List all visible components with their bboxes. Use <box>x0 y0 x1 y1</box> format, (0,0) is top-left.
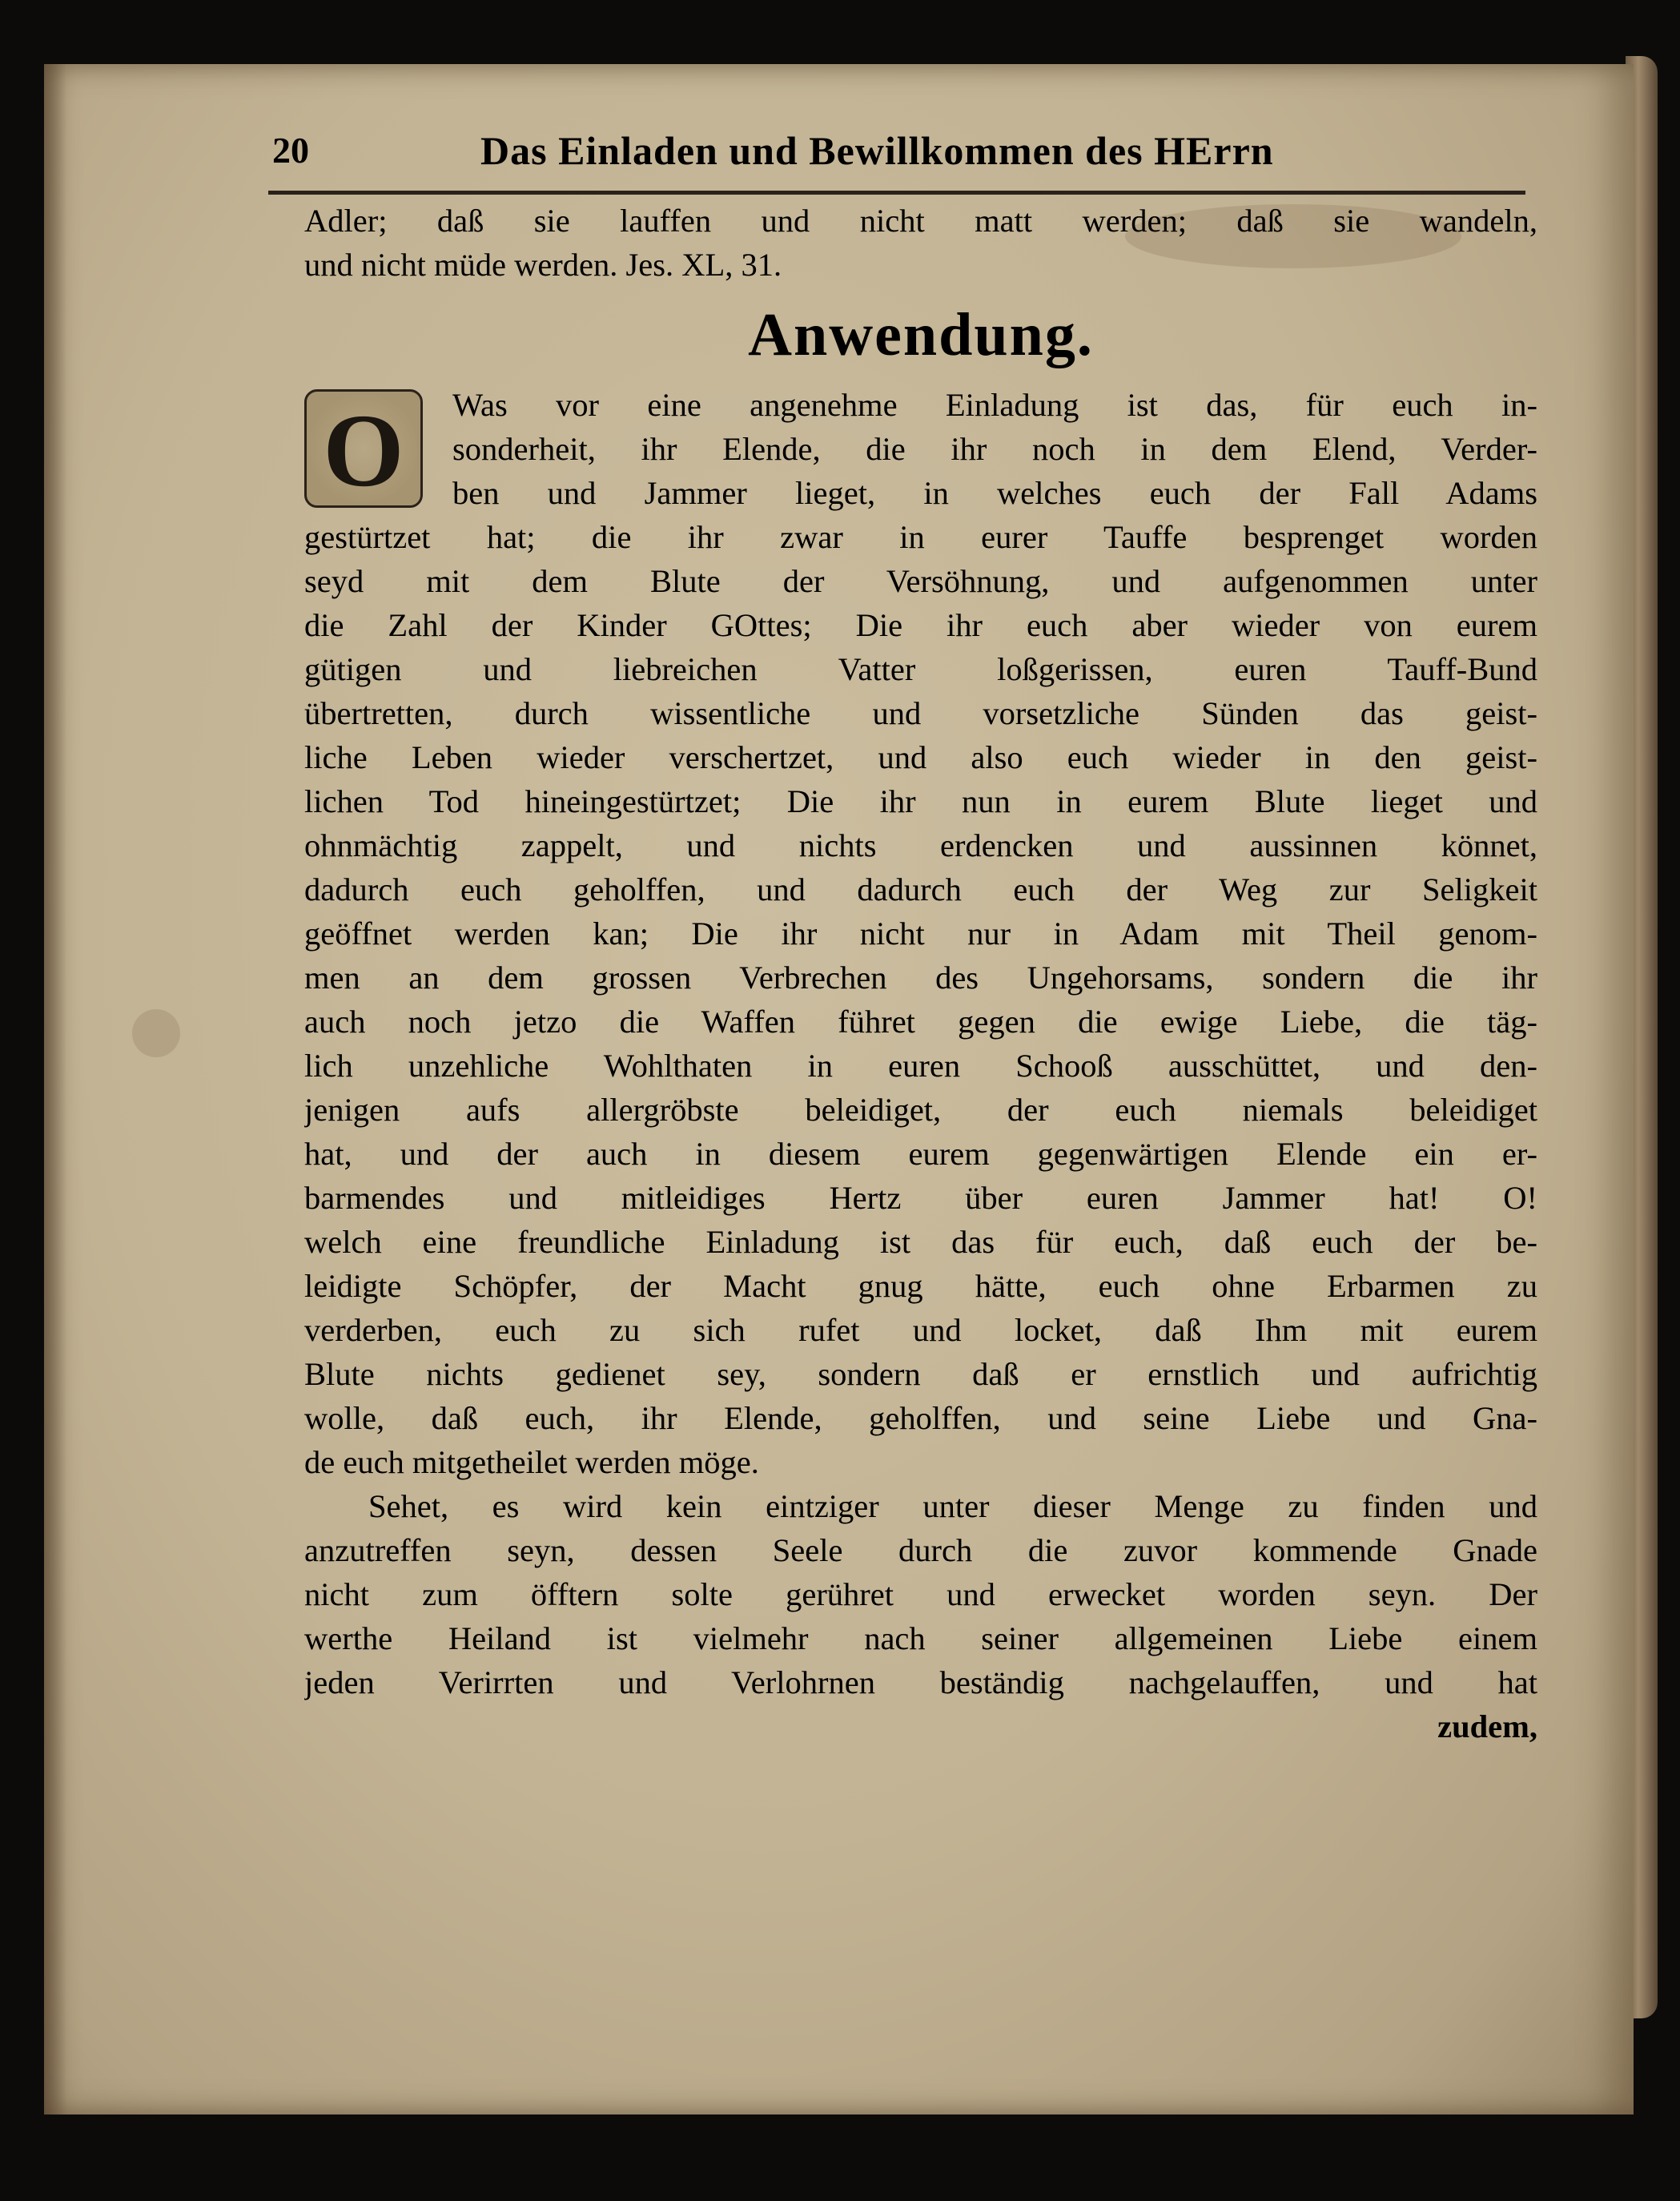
text-line: men an dem grossen Verbrechen des Ungehorsams, sondern die ihr <box>304 960 1537 996</box>
text-line: und nicht müde werden. Jes. XL, 31. <box>304 247 782 283</box>
running-head: Das Einladen und Bewillkommen des HErrn <box>480 128 1274 173</box>
text-line: welch eine freundliche Einladung ist das für euch, daß euch der be- <box>304 1224 1537 1260</box>
text-line: Sehet, es wird kein eintziger unter dieser Menge zu finden und <box>368 1488 1537 1524</box>
text-line: lichen Tod hineingestürtzet; Die ihr nun in eurem Blute lieget und <box>304 783 1537 819</box>
text-line: anzutreffen seyn, dessen Seele durch die zuvor kommende Gnade <box>304 1532 1537 1568</box>
text-line: werthe Heiland ist vielmehr nach seiner allgemeinen Liebe einem <box>304 1620 1537 1656</box>
text-line: gütigen und liebreichen Vatter loßgerissen, euren Tauff-Bund <box>304 651 1537 687</box>
text-line: Was vor eine angenehme Einladung ist das, für euch in- <box>452 387 1537 423</box>
main-text <box>304 199 1537 1748</box>
text-line: hat, und der auch in diesem eurem gegenwärtigen Elende ein er- <box>304 1136 1537 1172</box>
text-line: de euch mitgetheilet werden möge. <box>304 1444 759 1480</box>
text-line: leidigte Schöpfer, der Macht gnug hätte, euch ohne Erbarmen zu <box>304 1268 1537 1304</box>
drop-initial-block <box>304 383 1537 515</box>
stain-mark <box>132 1009 180 1057</box>
decorated-initial: O <box>304 389 423 508</box>
text-line: auch noch jetzo die Waffen führet gegen die ewige Liebe, die täg- <box>304 1004 1537 1040</box>
text-line: wolle, daß euch, ihr Elende, geholffen, und seine Liebe und Gna- <box>304 1400 1537 1436</box>
text-line: verderben, euch zu sich rufet und locket, daß Ihm mit eurem <box>304 1312 1537 1348</box>
page-fold-shadow <box>44 64 66 2114</box>
text-line: nicht zum öfftern solte gerühret und erwecket worden seyn. Der <box>304 1576 1537 1612</box>
text-line: sonderheit, ihr Elende, die ihr noch in dem Elend, Verder- <box>452 431 1537 467</box>
paragraph-2 <box>304 1484 1537 1704</box>
section-heading: Anwendung. <box>748 301 1094 368</box>
text-line: liche Leben wieder verschertzet, und also euch wieder in den geist- <box>304 739 1537 775</box>
text-line: gestürtzet hat; die ihr zwar in eurer Tauffe besprenget worden <box>304 519 1537 555</box>
text-line: jeden Verirrten und Verlohrnen beständig nachgelauffen, und hat <box>304 1664 1537 1700</box>
text-line: geöffnet werden kan; Die ihr nicht nur in Adam mit Theil genom- <box>304 915 1537 952</box>
text-line: dadurch euch geholffen, und dadurch euch der Weg zur Seligkeit <box>304 871 1537 907</box>
text-line: jenigen aufs allergröbste beleidiget, der euch niemals beleidiget <box>304 1092 1537 1128</box>
paragraph-1 <box>304 515 1537 1484</box>
text-line: ohnmächtig zappelt, und nichts erdencken und aussinnen könnet, <box>304 827 1537 863</box>
text-line: Adler; daß sie lauffen und nicht matt werden; daß sie wandeln, <box>304 203 1537 239</box>
text-line: ben und Jammer lieget, in welches euch der Fall Adams <box>452 475 1537 511</box>
text-line: barmendes und mitleidiges Hertz über euren Jammer hat! O! <box>304 1180 1537 1216</box>
text-line: übertretten, durch wissentliche und vorsetzliche Sünden das geist- <box>304 695 1537 731</box>
initial-lines <box>452 383 1537 515</box>
page-number: 20 <box>272 130 309 171</box>
text-line: die Zahl der Kinder GOttes; Die ihr euch aber wieder von eurem <box>304 607 1537 643</box>
catchword: zudem, <box>1437 1708 1537 1744</box>
text-line: seyd mit dem Blute der Versöhnung, und aufgenommen unter <box>304 563 1537 599</box>
page-header <box>272 119 1578 183</box>
text-line: Blute nichts gedienet sey, sondern daß er ernstlich und aufrichtig <box>304 1356 1537 1392</box>
text-line: lich unzehliche Wohlthaten in euren Schooß ausschüttet, und den- <box>304 1048 1537 1084</box>
header-rule <box>268 191 1525 195</box>
